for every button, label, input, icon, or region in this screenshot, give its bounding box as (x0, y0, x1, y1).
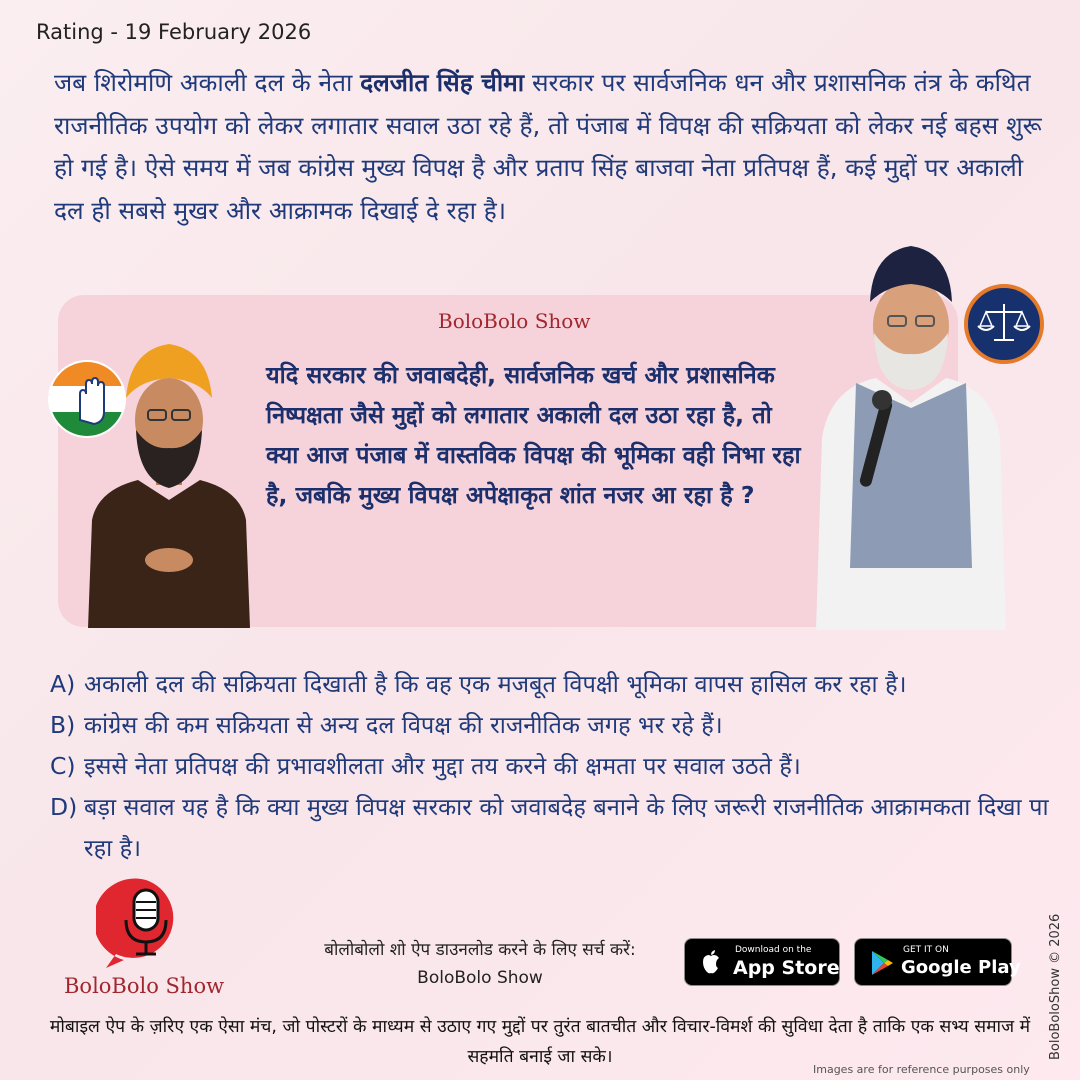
option-key: D) (50, 793, 78, 821)
copyright-text: BoloBoloShow © 2026 (1048, 913, 1063, 1060)
akali-dal-scales-logo (964, 284, 1044, 364)
intro-after: सरकार पर सार्वजनिक धन और प्रशासनिक तंत्र के कथित राजनीतिक उपयोग को लेकर लगातार सवाल उठा रहे हैं, तो पंजाब में विपक्ष की सक्रियता को लेकर नई बहस शुरू हो गई है। ऐसे समय में जब कांग्रेस मुख्य विपक्ष है और प्रताप सिंह बाजवा नेता प्रतिपक्ष हैं, कई मुद्दों पर अकाली दल ही सबसे मुखर और आक्रामक दिखाई दे रहा है। (54, 68, 1042, 225)
option-d[interactable] (50, 787, 1050, 869)
option-key: A) (50, 670, 76, 698)
google-play-icon (867, 949, 895, 977)
option-text: कांग्रेस की कम सक्रियता से अन्य दल विपक्ष की राजनीतिक जगह भर रहे हैं। (84, 711, 723, 739)
app-store-small: Download on the (735, 945, 812, 955)
option-text: अकाली दल की सक्रियता दिखाती है कि वह एक मजबूत विपक्षी भूमिका वापस हासिल कर रहा है। (84, 670, 907, 698)
option-key: C) (50, 752, 76, 780)
app-name: BoloBolo Show (417, 968, 543, 988)
image-disclaimer: Images are for reference purposes only (813, 1063, 1030, 1076)
intro-highlight-name: दलजीत सिंह चीमा (360, 68, 525, 97)
intro-before: जब शिरोमणि अकाली दल के नेता (54, 68, 361, 97)
option-a[interactable] (50, 664, 1050, 705)
app-description: मोबाइल ऐप के ज़रिए एक ऐसा मंच, जो पोस्टरों के माध्यम से उठाए गए मुद्दों पर तुरंत बातचीत और विचार-विमर्श की सुविधा देता है ताकि एक सभ्य समाज में सहमति बनाई जा सके। (49, 1017, 1031, 1067)
google-play-small: GET IT ON (903, 945, 949, 955)
option-text: इससे नेता प्रतिपक्ष की प्रभावशीलता और मुद्दा तय करने की क्षमता पर सवाल उठते हैं। (84, 752, 801, 780)
option-b[interactable] (50, 705, 1050, 746)
microphone-logo (96, 872, 196, 972)
option-key: B) (50, 711, 76, 739)
footer-brand: BoloBolo Show (64, 974, 225, 998)
apple-icon (697, 949, 725, 977)
congress-hand-logo (50, 362, 124, 436)
answer-options (50, 664, 1050, 869)
download-instructions (290, 936, 670, 992)
google-play-button[interactable] (854, 938, 1021, 986)
intro-paragraph (54, 62, 1044, 232)
question-text: यदि सरकार की जवाबदेही, सार्वजनिक खर्च और प्रशासनिक निष्पक्षता जैसे मुद्दों को लगातार अकाली दल उठा रहा है, तो क्या आज पंजाब में वास्तविक विपक्ष की भूमिका वही निभा रहा है, जबकि मुख्य विपक्ष अपेक्षाकृत शांत नजर आ रहा है ? (266, 361, 801, 509)
download-text: बोलोबोलो शो ऐप डाउनलोड करने के लिए सर्च करें: (324, 940, 636, 960)
google-play-label: Google Play (901, 957, 1021, 978)
app-store-button[interactable] (684, 938, 840, 986)
panel-brand: BoloBolo Show (438, 309, 591, 333)
app-store-label: App Store (733, 957, 840, 979)
option-c[interactable] (50, 746, 1050, 787)
option-text: बड़ा सवाल यह है कि क्या मुख्य विपक्ष सरकार को जवाबदेह बनाने के लिए जरूरी राजनीतिक आक्रामकता दिखा पा रहा है। (84, 793, 1049, 862)
rating-date: Rating - 19 February 2026 (36, 20, 312, 44)
